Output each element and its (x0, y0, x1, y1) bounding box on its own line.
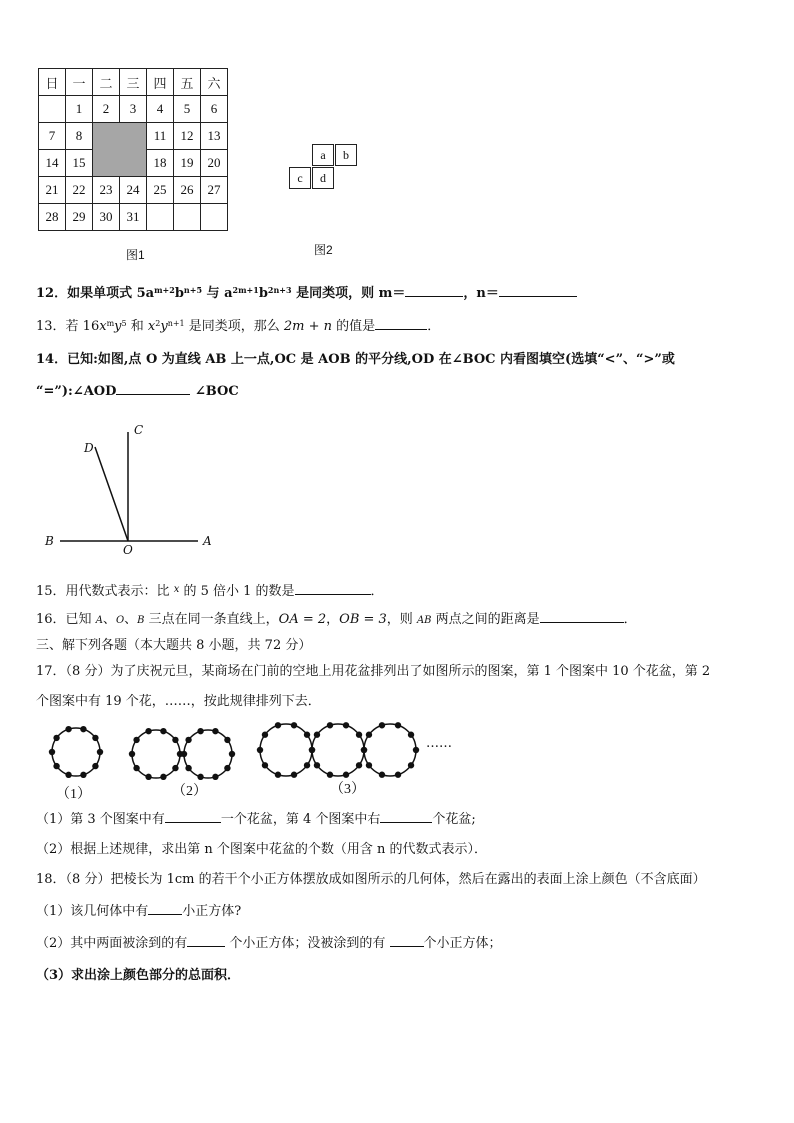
q18-text: 小正方体? (182, 904, 242, 919)
question-14-line2 (36, 382, 239, 402)
calendar-cell: 13 (201, 123, 228, 150)
q13-var: x (147, 319, 156, 334)
calendar-cell: 5 (174, 96, 201, 123)
flower-pot-dot (395, 722, 401, 728)
flower-pot-dot (356, 762, 362, 768)
calendar-row (39, 123, 228, 150)
q13-expr: 2m + n (283, 319, 333, 334)
q18-text: （2）其中两面被涂到的有 (36, 936, 188, 951)
flower-pot-dot (160, 728, 166, 734)
flower-pot-dot (145, 728, 151, 734)
answer-blank[interactable] (540, 610, 624, 623)
q17-text: 一个花盆，第 4 个图案中右 (220, 812, 381, 827)
q16-expr: OB = 3 (339, 612, 387, 627)
flower-pot-dot (361, 747, 367, 753)
flower-pot-dot (133, 737, 139, 743)
q12-text: b (258, 286, 268, 301)
flower-pot-dot (366, 732, 372, 738)
flower-pot-dot (185, 765, 191, 771)
flower-pot-dot (356, 732, 362, 738)
answer-blank-n[interactable] (499, 284, 577, 297)
calendar-cell: 27 (201, 177, 228, 204)
q13-text: 是同类项，那么 (184, 319, 284, 334)
q18-text: （1）该几何体中有 (36, 904, 149, 919)
answer-blank[interactable] (375, 317, 427, 330)
calendar-cell: 2 (93, 96, 120, 123)
q12-exp: 2n+3 (267, 285, 292, 295)
flower-pot-dot (395, 772, 401, 778)
calendar-cell (201, 204, 228, 231)
figure1-caption: 图1 (126, 248, 145, 262)
q16-var: AB (416, 615, 432, 626)
pattern-ellipsis: …… (426, 736, 452, 751)
q15-var: x (173, 584, 180, 595)
calendar-cell: 31 (120, 204, 147, 231)
flower-pot-dot (133, 765, 139, 771)
calendar-figure (38, 68, 228, 231)
flower-pot-dot (53, 735, 59, 741)
calendar-cell: 26 (174, 177, 201, 204)
answer-blank[interactable] (148, 902, 182, 915)
calendar-cell: 25 (147, 177, 174, 204)
question-17-line1: 17．（8 分）为了庆祝元旦，某商场在门前的空地上用花盆排列出了如图所示的图案，第 1 个图案中 10 个花盆，第 2 (36, 664, 711, 679)
flower-pot-dot (314, 732, 320, 738)
flower-pot-dot (275, 772, 281, 778)
q16-text: ，则 (386, 612, 417, 627)
q17-text: （1）第 3 个图案中有 (36, 812, 165, 827)
flower-pot-dot (160, 774, 166, 780)
question-17-sub2: （2）根据上述规律，求出第 n 个图案中花盆的个数（用含 n 的代数式表示）． (36, 842, 488, 857)
question-18-sub1 (36, 902, 241, 922)
calendar-header-cell: 六 (201, 69, 228, 96)
calendar-cell: 1 (66, 96, 93, 123)
flower-pot-dot (53, 763, 59, 769)
calendar-header-cell: 二 (93, 69, 120, 96)
calendar-cell: 21 (39, 177, 66, 204)
question-12 (36, 280, 577, 304)
calendar-cell: 3 (120, 96, 147, 123)
calendar-header-row (39, 69, 228, 96)
calendar-header-cell: 一 (66, 69, 93, 96)
shaded-block (93, 123, 147, 177)
question-13 (36, 314, 440, 337)
answer-blank[interactable] (116, 382, 190, 395)
pattern-label: （3） (330, 782, 365, 797)
flower-pot-dot (129, 751, 135, 757)
answer-blank[interactable] (187, 934, 225, 947)
flower-pot-dot (92, 735, 98, 741)
calendar-header-cell: 三 (120, 69, 147, 96)
flower-pot-dot (224, 765, 230, 771)
flower-pot-dot (343, 722, 349, 728)
flowerpot-patterns (40, 720, 470, 798)
flower-pot-dot (145, 774, 151, 780)
q16-var: A (95, 615, 103, 626)
flower-pot-dot (291, 722, 297, 728)
cell-a: a (312, 144, 334, 166)
flower-pot-dot (304, 732, 310, 738)
label-o: O (123, 543, 133, 557)
q13-var: y (114, 319, 122, 334)
flower-pot-dot (291, 772, 297, 778)
q12-exp: m+2 (154, 285, 175, 295)
flower-pot-dot (172, 765, 178, 771)
pattern-label: （1） (56, 787, 91, 802)
q13-exp: m (106, 319, 115, 328)
flower-pot-dot (181, 751, 187, 757)
q16-text: ． (623, 612, 637, 627)
q16-text: 三点在同一条直线上， (144, 612, 279, 627)
calendar-cell: 23 (93, 177, 120, 204)
flower-pot-dot (413, 747, 419, 753)
q15-text: 15．用代数式表示：比 (36, 584, 174, 599)
cell-d: d (312, 167, 334, 189)
ring-outline (364, 724, 416, 776)
calendar-header-cell: 日 (39, 69, 66, 96)
ring-outline (52, 728, 100, 776)
calendar-cell: 18 (147, 150, 174, 177)
question-14-line1: 14．已知:如图,点 O 为直线 AB 上一点,OC 是 AOB 的平分线,OD 在∠BOC 内看图填空(选填“<”、“>”或 (36, 352, 675, 367)
pattern-rings (49, 722, 419, 780)
calendar-cell: 11 (147, 123, 174, 150)
q13-text: 若 16 (65, 319, 100, 334)
flower-pot-dot (343, 772, 349, 778)
calendar-cell: 22 (66, 177, 93, 204)
calendar-cell: 7 (39, 123, 66, 150)
flower-pot-dot (97, 749, 103, 755)
answer-blank-m[interactable] (405, 284, 463, 297)
flower-pot-dot (229, 751, 235, 757)
calendar-cell: 12 (174, 123, 201, 150)
q13-exp: 2 (155, 319, 161, 328)
q18-text: 个小正方体；没被涂到的有 (225, 936, 390, 951)
q12-text: b (174, 286, 184, 301)
label-d: D (84, 441, 94, 455)
question-17-line2: 个图案中有 19 个花，……，按此规律排列下去． (36, 694, 321, 709)
flower-pot-dot (262, 732, 268, 738)
flower-pot-dot (304, 762, 310, 768)
flower-pot-dot (257, 747, 263, 753)
q13-exp: 5 (121, 319, 127, 328)
q16-var: B (137, 615, 145, 626)
label-a: A (203, 534, 212, 548)
calendar-cell (147, 204, 174, 231)
flower-pot-dot (408, 732, 414, 738)
flower-pot-dot (379, 722, 385, 728)
calendar-cell: 24 (120, 177, 147, 204)
calendar-cell: 8 (66, 123, 93, 150)
q16-text: 、 (102, 612, 116, 627)
flower-pot-dot (49, 749, 55, 755)
ring-outline (260, 724, 312, 776)
flower-pot-dot (65, 726, 71, 732)
ring-outline (312, 724, 364, 776)
q18-text: 个小正方体； (423, 936, 502, 951)
question-16 (36, 610, 637, 631)
section-heading: 三、解下列各题（本大题共 8 小题，共 72 分） (36, 638, 312, 653)
calendar-row (39, 204, 228, 231)
calendar-header-cell: 四 (147, 69, 174, 96)
flower-pot-dot (92, 763, 98, 769)
q14-text: ∠BOC (190, 384, 239, 399)
angle-figure (40, 420, 230, 560)
flower-pot-dot (309, 747, 315, 753)
calendar-header-cell: 五 (174, 69, 201, 96)
cell-c: c (289, 167, 311, 189)
calendar-cell: 19 (174, 150, 201, 177)
q13-exp: n+1 (167, 319, 185, 328)
q12-number: 12． (36, 286, 68, 301)
calendar-row (39, 177, 228, 204)
flower-pot-dot (197, 728, 203, 734)
calendar-row (39, 96, 228, 123)
q12-text: 与 a (202, 286, 233, 301)
q16-var: O (115, 615, 125, 626)
question-17-sub1 (36, 810, 476, 830)
flower-pot-dot (327, 722, 333, 728)
pattern-label: （2） (172, 784, 207, 799)
q16-text: ， (326, 612, 340, 627)
q16-expr: OA = 2 (278, 612, 327, 627)
label-b: B (45, 534, 54, 548)
question-18-line1: 18．（8 分）把棱长为 1cm 的若干个小正方体摆放成如图所示的几何体，然后在露出的表面上涂上颜色（不含底面） (36, 872, 706, 887)
q13-number: 13． (36, 319, 66, 334)
flower-pot-dot (185, 737, 191, 743)
q12-text: 是同类项，则 m＝ (291, 286, 406, 301)
calendar-cell: 15 (66, 150, 93, 177)
flower-pot-dot (224, 737, 230, 743)
q16-text: 、 (124, 612, 138, 627)
q12-text: 如果单项式 5a (67, 286, 155, 301)
q13-text: ． (427, 319, 441, 334)
answer-blank[interactable] (165, 810, 221, 823)
q14-text: “=”):∠AOD (36, 384, 117, 399)
ray-od (95, 447, 128, 541)
q16-text: 16．已知 (36, 612, 96, 627)
q17-text: 个花盆; (432, 812, 476, 827)
flower-pot-dot (172, 737, 178, 743)
flower-pot-dot (212, 728, 218, 734)
q13-var: x (99, 319, 107, 334)
calendar-cell: 30 (93, 204, 120, 231)
flower-pot-dot (80, 726, 86, 732)
flower-pot-dot (80, 772, 86, 778)
flower-pot-dot (65, 772, 71, 778)
flower-pot-dot (275, 722, 281, 728)
q13-text: 和 (126, 319, 148, 334)
q15-text: ． (370, 584, 384, 599)
q12-text: ，n＝ (463, 286, 499, 301)
flower-pot-dot (379, 772, 385, 778)
calendar-cell: 6 (201, 96, 228, 123)
ring-outline (184, 730, 232, 778)
answer-blank[interactable] (390, 934, 424, 947)
q15-text: 的 5 倍小 1 的数是 (179, 584, 295, 599)
q12-exp: n+5 (183, 285, 203, 295)
question-18-sub3: （3）求出涂上颜色部分的总面积． (36, 968, 241, 983)
answer-blank[interactable] (380, 810, 432, 823)
q13-var: y (160, 319, 168, 334)
flower-pot-dot (262, 762, 268, 768)
flower-pot-dot (314, 762, 320, 768)
ring-outline (132, 730, 180, 778)
calendar-cell (174, 204, 201, 231)
flower-pot-dot (366, 762, 372, 768)
calendar-cell: 28 (39, 204, 66, 231)
calendar-cell: 20 (201, 150, 228, 177)
figure2-caption: 图2 (314, 243, 333, 257)
q12-exp: 2m+1 (232, 285, 259, 295)
question-18-sub2 (36, 934, 502, 954)
calendar-cell: 14 (39, 150, 66, 177)
q13-text: 的值是 (332, 319, 376, 334)
cell-b: b (335, 144, 357, 166)
label-c: C (134, 423, 144, 437)
flower-pot-dot (408, 762, 414, 768)
calendar-cell: 4 (147, 96, 174, 123)
calendar-cell (39, 96, 66, 123)
calendar-cell: 29 (66, 204, 93, 231)
flower-pot-dot (212, 774, 218, 780)
q16-text: 两点之间的距离是 (431, 612, 540, 627)
answer-blank[interactable] (295, 582, 371, 595)
flower-pot-dot (327, 772, 333, 778)
question-15 (36, 580, 384, 602)
